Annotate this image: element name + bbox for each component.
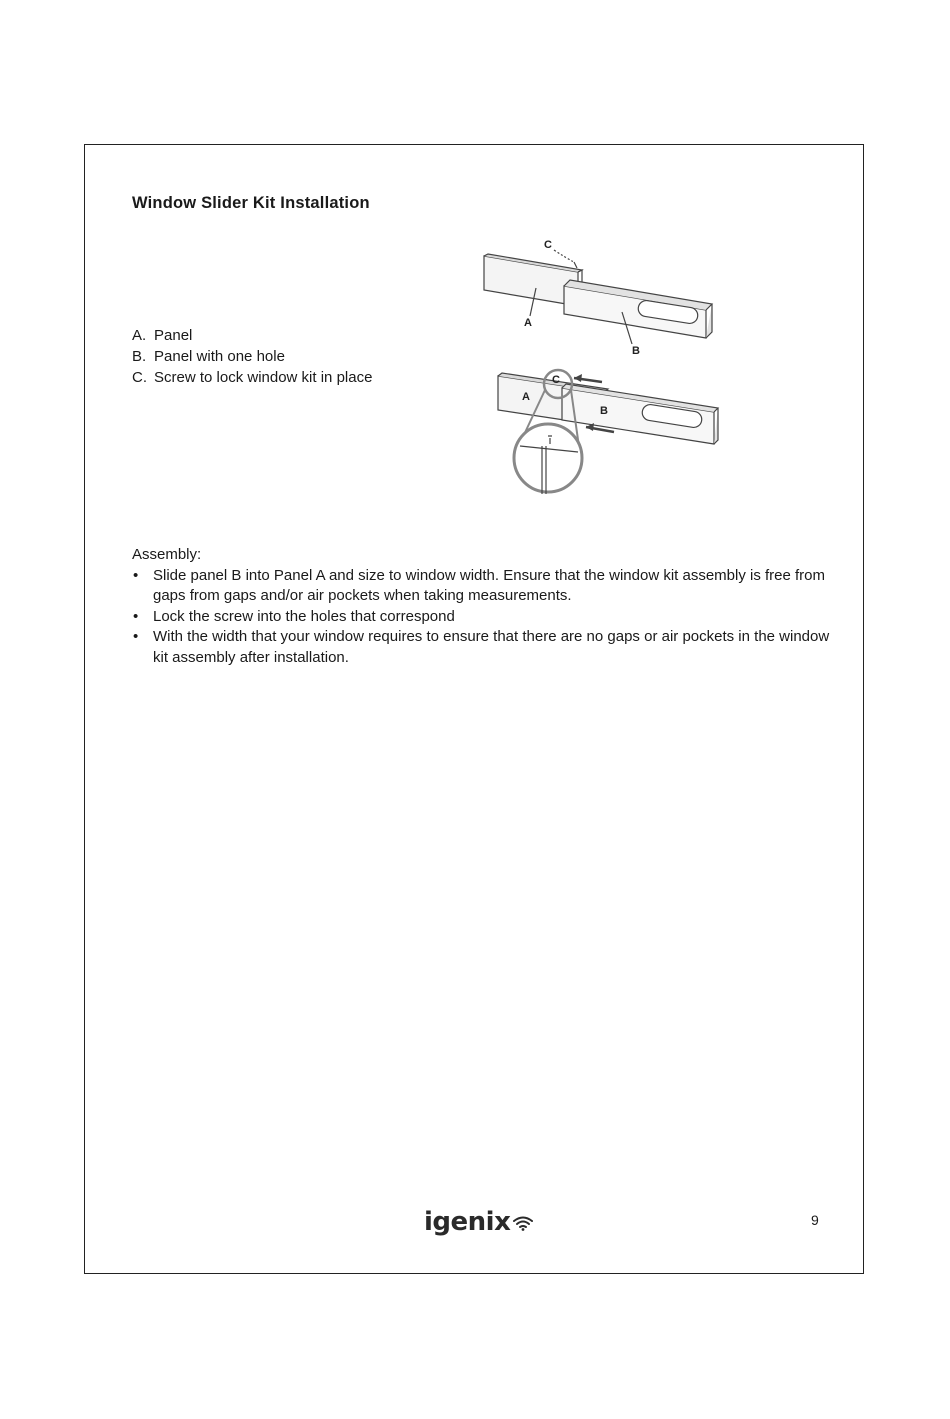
window-kit-diagram (470, 232, 730, 502)
assembly-step: • Lock the screw into the holes that correspond (132, 607, 832, 628)
assembly-steps (132, 566, 832, 669)
legend-key: B. (132, 348, 147, 365)
brand-name: igenix (424, 1207, 511, 1237)
legend-key: A. (132, 327, 147, 344)
section-title: Window Slider Kit Installation (132, 194, 370, 212)
legend-text: Screw to lock window kit in place (154, 369, 373, 386)
legend-item-c (132, 367, 372, 388)
brand-logo (424, 1207, 534, 1237)
legend-key: C. (132, 369, 147, 386)
assembly-step: • With the width that your window requires to ensure that there are no gaps or air pockets in the window kit assembly after installation. (132, 627, 832, 668)
diagram-label-c-top: C (544, 239, 552, 251)
page-number: 9 (811, 1212, 819, 1228)
diagram-label-b-bottom: B (600, 405, 608, 417)
legend-text: Panel with one hole (154, 348, 285, 365)
assembly-step: • Slide panel B into Panel A and size to window width. Ensure that the window kit assembly is free from gaps from gaps and/or air pockets when taking measurements. (132, 566, 832, 607)
assembly-section (132, 545, 832, 668)
legend-item-b (132, 346, 372, 367)
diagram-label-b-top: B (632, 345, 640, 357)
parts-legend (132, 325, 372, 388)
detail-circle-large (514, 424, 582, 492)
assembly-heading: Assembly: (132, 546, 202, 563)
wifi-icon (512, 1215, 534, 1231)
diagram-label-a-top: A (524, 317, 532, 329)
diagram-label-c-bottom: C (552, 374, 560, 386)
legend-text: Panel (154, 327, 193, 344)
diagram-label-a-bottom: A (522, 391, 530, 403)
legend-item-a (132, 325, 372, 346)
